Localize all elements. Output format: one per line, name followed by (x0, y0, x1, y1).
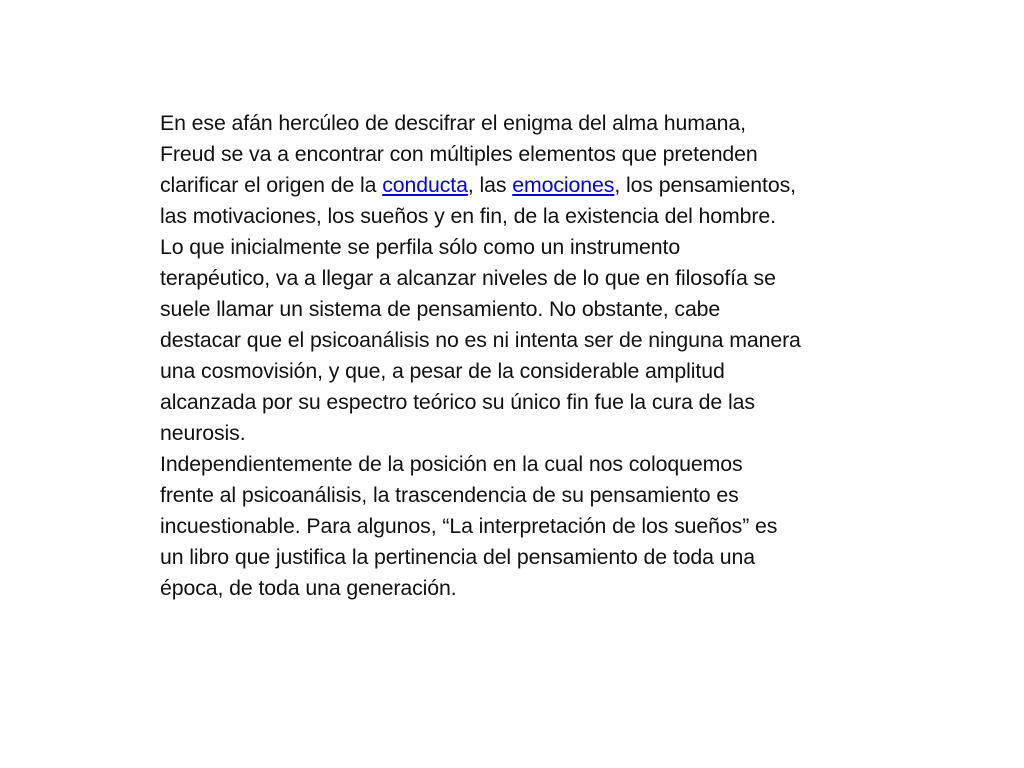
text-line: una cosmovisión, y que, a pesar de la considerable amplitud (160, 359, 725, 383)
text-line: Independientemente de la posición en la cual nos coloquemos (160, 452, 743, 476)
text-line: destacar que el psicoanálisis no es ni intenta ser de ninguna manera (160, 328, 801, 352)
text-line-with-links (160, 170, 880, 201)
link-conducta[interactable]: conducta (382, 173, 468, 197)
text-segment: , las (467, 173, 513, 197)
text-line: época, de toda una generación. (160, 576, 457, 600)
text-block (160, 108, 880, 604)
text-line: Freud se va a encontrar con múltiples elementos que pretenden (160, 142, 758, 166)
link-emociones[interactable]: emociones (512, 173, 615, 197)
text-line: neurosis. (160, 421, 246, 445)
text-line: las motivaciones, los sueños y en fin, de la existencia del hombre. (160, 204, 776, 228)
text-line: Lo que inicialmente se perfila sólo como un instrumento (160, 235, 681, 259)
text-line: incuestionable. Para algunos, “La interpretación de los sueños” es (160, 514, 778, 538)
text-line: suele llamar un sistema de pensamiento. No obstante, cabe (160, 297, 721, 321)
text-line: terapéutico, va a llegar a alcanzar niveles de lo que en filosofía se (160, 266, 776, 290)
text-line: un libro que justifica la pertinencia del pensamiento de toda una (160, 545, 755, 569)
text-segment: clarificar el origen de la (160, 173, 383, 197)
text-line: alcanzada por su espectro teórico su único fin fue la cura de las (160, 390, 755, 414)
text-line: frente al psicoanálisis, la trascendencia de su pensamiento es (160, 483, 739, 507)
text-line: En ese afán hercúleo de descifrar el enigma del alma humana, (160, 111, 746, 135)
text-segment: , los pensamientos, (614, 173, 796, 197)
